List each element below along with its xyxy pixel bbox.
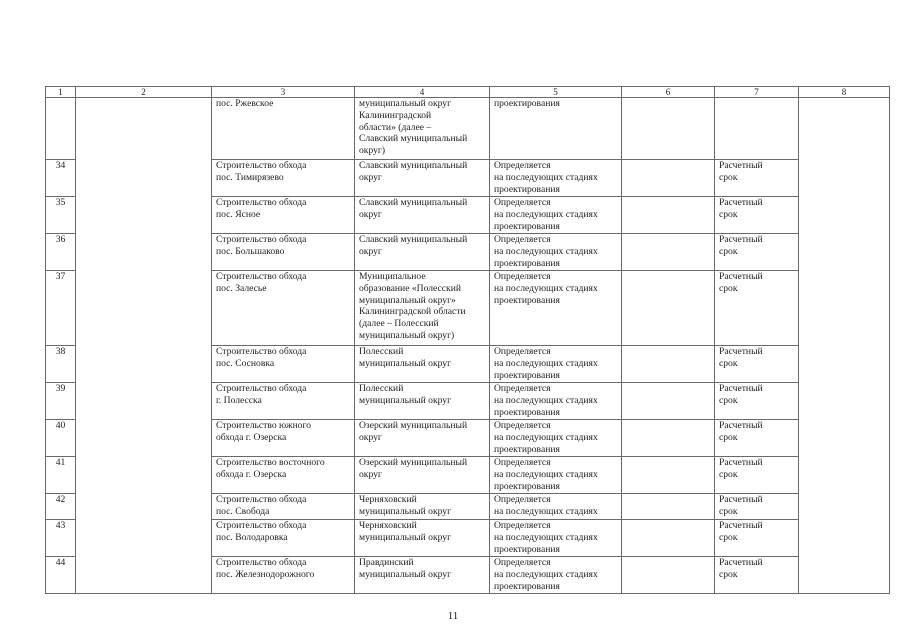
cell-line: Расчетный <box>719 346 763 357</box>
cell-line: Строительство обхода <box>216 346 307 357</box>
cell-line: пос. Свобода <box>216 505 270 517</box>
cell-line: срок <box>719 171 738 183</box>
empty-cell <box>799 420 890 457</box>
cell-line: области» (далее – <box>359 121 432 133</box>
term-cell <box>715 346 799 383</box>
row-number: 42 <box>46 494 76 520</box>
empty-cell <box>76 557 212 594</box>
cell-line: Славский муниципальный <box>359 234 468 245</box>
cell-line: Славский муниципальный <box>359 197 468 208</box>
cell-line: Строительство обхода <box>216 271 307 282</box>
term-cell <box>715 197 799 234</box>
cell-line: Строительство обхода <box>216 557 307 568</box>
cell-line: г. Полесска <box>216 394 262 406</box>
cell-line: Полесский <box>359 383 404 394</box>
cell-line: пос. Большаково <box>216 245 285 257</box>
row-number: 38 <box>46 346 76 383</box>
cell-line: Определяется <box>494 557 551 568</box>
cell-line: Муниципальное <box>359 271 426 282</box>
cell-line: срок <box>719 282 738 294</box>
cost-cell <box>490 160 622 197</box>
cell-line: Определяется <box>494 383 551 394</box>
cell-line: Озерский муниципальный <box>359 420 468 431</box>
empty-cell <box>622 234 715 271</box>
cell-line: Расчетный <box>719 383 763 394</box>
cost-cell <box>490 271 622 346</box>
cost-cell <box>490 197 622 234</box>
cell-line: срок <box>719 468 738 480</box>
cell-line: Строительство обхода <box>216 494 307 505</box>
cell-line: муниципальный округ) <box>359 329 455 341</box>
empty-cell <box>622 346 715 383</box>
term-cell <box>715 234 799 271</box>
row-number: 37 <box>46 271 76 346</box>
cell-line: Определяется <box>494 160 551 171</box>
object-cell <box>212 383 355 420</box>
cost-cell <box>490 346 622 383</box>
cell-line: срок <box>719 394 738 406</box>
cell-line: на последующих стадиях <box>494 245 598 257</box>
column-header: 5 <box>490 87 622 98</box>
object-cell <box>212 557 355 594</box>
cell-line: муниципальный округ» <box>359 294 456 306</box>
table-row <box>46 557 890 594</box>
cell-line: Определяется <box>494 520 551 531</box>
table-row <box>46 271 890 346</box>
cell-line: Озерский муниципальный <box>359 457 468 468</box>
cell-line: проектирования <box>494 580 560 592</box>
table-body <box>46 98 890 594</box>
location-cell <box>355 197 490 234</box>
location-cell <box>355 520 490 557</box>
column-header: 4 <box>355 87 490 98</box>
cell-line: округ <box>359 245 382 257</box>
empty-cell <box>76 383 212 420</box>
empty-cell <box>622 383 715 420</box>
object-cell <box>212 197 355 234</box>
cell-line: Расчетный <box>719 197 763 208</box>
empty-cell <box>799 494 890 520</box>
cell-line: муниципальный округ <box>359 531 452 543</box>
row-number: 41 <box>46 457 76 494</box>
term-cell <box>715 98 799 160</box>
document-table <box>45 86 890 594</box>
cost-cell <box>490 520 622 557</box>
empty-cell <box>622 520 715 557</box>
cell-line: на последующих стадиях <box>494 531 598 543</box>
empty-cell <box>76 520 212 557</box>
empty-cell <box>622 494 715 520</box>
cell-line: муниципальный округ <box>359 98 452 109</box>
empty-cell <box>799 234 890 271</box>
object-cell <box>212 160 355 197</box>
row-number: 44 <box>46 557 76 594</box>
cell-line: Определяется <box>494 271 551 282</box>
column-header: 2 <box>76 87 212 98</box>
object-cell <box>212 494 355 520</box>
cell-line: муниципальный округ <box>359 568 452 580</box>
empty-cell <box>799 98 890 160</box>
cell-line: пос. Ясное <box>216 208 261 220</box>
location-cell <box>355 160 490 197</box>
empty-cell <box>76 234 212 271</box>
empty-cell <box>799 346 890 383</box>
row-number: 40 <box>46 420 76 457</box>
cell-line: Расчетный <box>719 457 763 468</box>
cell-line: Расчетный <box>719 520 763 531</box>
cell-line: срок <box>719 357 738 369</box>
column-header: 3 <box>212 87 355 98</box>
cell-line: проектирования <box>494 183 560 195</box>
cell-line: пос. Залесье <box>216 282 267 294</box>
cell-line: округ <box>359 171 382 183</box>
cell-line: Калининградской <box>359 109 432 121</box>
cell-line: проектирования <box>494 98 560 109</box>
cell-line: Строительство обхода <box>216 520 307 531</box>
table-row <box>46 420 890 457</box>
object-cell <box>212 271 355 346</box>
cell-line: Полесский <box>359 346 404 357</box>
term-cell <box>715 383 799 420</box>
cost-cell <box>490 420 622 457</box>
cell-line: муниципальный округ <box>359 394 452 406</box>
cell-line: пос. Володаровка <box>216 531 288 543</box>
location-cell <box>355 557 490 594</box>
cell-line: Определяется <box>494 197 551 208</box>
table-row <box>46 197 890 234</box>
empty-cell <box>76 160 212 197</box>
cell-line: округ <box>359 468 382 480</box>
cell-line: Определяется <box>494 420 551 431</box>
cell-line: пос. Сосновка <box>216 357 275 369</box>
cell-line: на последующих стадиях <box>494 568 598 580</box>
cell-line: срок <box>719 505 738 517</box>
cell-line: образование «Полесский <box>359 282 461 294</box>
location-cell <box>355 346 490 383</box>
term-cell <box>715 420 799 457</box>
cost-cell <box>490 383 622 420</box>
cell-line: Строительство обхода <box>216 383 307 394</box>
term-cell <box>715 160 799 197</box>
cell-line: Определяется <box>494 494 551 505</box>
object-cell <box>212 420 355 457</box>
empty-cell <box>76 346 212 383</box>
location-cell <box>355 457 490 494</box>
cell-line: Славский муниципальный <box>359 160 468 171</box>
cell-line: Расчетный <box>719 160 763 171</box>
table-row <box>46 98 890 160</box>
cell-line: на последующих стадиях <box>494 431 598 443</box>
term-cell <box>715 494 799 520</box>
empty-cell <box>622 420 715 457</box>
cell-line: пос. Ржевское <box>216 98 274 109</box>
location-cell <box>355 420 490 457</box>
cell-line: Расчетный <box>719 271 763 282</box>
cell-line: срок <box>719 568 738 580</box>
cell-line: обхода г. Озерска <box>216 431 287 443</box>
term-cell <box>715 457 799 494</box>
column-header: 8 <box>799 87 890 98</box>
location-cell <box>355 271 490 346</box>
column-header: 1 <box>46 87 76 98</box>
cost-cell <box>490 457 622 494</box>
cell-line: проектирования <box>494 294 560 306</box>
row-number: 36 <box>46 234 76 271</box>
cost-cell <box>490 494 622 520</box>
cell-line: проектирования <box>494 257 560 269</box>
cell-line: срок <box>719 431 738 443</box>
cell-line: проектирования <box>494 443 560 455</box>
row-number: 39 <box>46 383 76 420</box>
empty-cell <box>799 160 890 197</box>
cell-line: Строительство обхода <box>216 234 307 245</box>
row-number: 43 <box>46 520 76 557</box>
table-row <box>46 234 890 271</box>
cell-line: Славский муниципальный <box>359 133 468 145</box>
empty-cell <box>622 557 715 594</box>
cell-line: проектирования <box>494 369 560 381</box>
cell-line: Определяется <box>494 457 551 468</box>
table-row <box>46 160 890 197</box>
cell-line: проектирования <box>494 480 560 492</box>
object-cell <box>212 346 355 383</box>
cell-line: муниципальный округ <box>359 357 452 369</box>
empty-cell <box>622 160 715 197</box>
term-cell <box>715 271 799 346</box>
empty-cell <box>799 520 890 557</box>
empty-cell <box>76 197 212 234</box>
cell-line: Строительство южного <box>216 420 312 431</box>
cost-cell <box>490 557 622 594</box>
cell-line: Правдинский <box>359 557 414 568</box>
cost-cell <box>490 234 622 271</box>
table-row <box>46 457 890 494</box>
cell-line: Строительство обхода <box>216 160 307 171</box>
empty-cell <box>799 457 890 494</box>
cell-line: Черняховский <box>359 520 417 531</box>
cell-line: Расчетный <box>719 234 763 245</box>
cell-line: Определяется <box>494 234 551 245</box>
cell-line: на последующих стадиях <box>494 208 598 220</box>
empty-cell <box>622 197 715 234</box>
empty-cell <box>76 271 212 346</box>
table-row <box>46 520 890 557</box>
cell-line: Черняховский <box>359 494 417 505</box>
row-number: 34 <box>46 160 76 197</box>
row-number <box>46 98 76 160</box>
empty-cell <box>799 557 890 594</box>
cell-line: муниципальный округ <box>359 505 452 517</box>
table-row <box>46 494 890 520</box>
cell-line: срок <box>719 245 738 257</box>
cell-line: срок <box>719 208 738 220</box>
cell-line: (далее – Полесский <box>359 318 439 330</box>
cell-line: Расчетный <box>719 420 763 431</box>
empty-cell <box>622 271 715 346</box>
cell-line: обхода г. Озерска <box>216 468 287 480</box>
cell-line: на последующих стадиях <box>494 394 598 406</box>
location-cell <box>355 234 490 271</box>
column-header: 7 <box>715 87 799 98</box>
cell-line: округ <box>359 208 382 220</box>
object-cell <box>212 457 355 494</box>
cell-line: проектирования <box>494 406 560 418</box>
cell-line: на последующих стадиях <box>494 282 598 294</box>
cell-line: на последующих стадиях <box>494 505 598 517</box>
cell-line: Определяется <box>494 346 551 357</box>
cell-line: округ) <box>359 145 386 157</box>
cell-line: Калининградской области <box>359 306 466 318</box>
location-cell <box>355 494 490 520</box>
cell-line: срок <box>719 531 738 543</box>
page-number: 11 <box>447 610 459 622</box>
empty-cell <box>622 457 715 494</box>
cell-line: на последующих стадиях <box>494 357 598 369</box>
column-header: 6 <box>622 87 715 98</box>
table-header-row <box>46 87 890 98</box>
cell-line: проектирования <box>494 220 560 232</box>
term-cell <box>715 520 799 557</box>
location-cell <box>355 383 490 420</box>
empty-cell <box>799 197 890 234</box>
empty-cell <box>799 271 890 346</box>
cell-line: Строительство обхода <box>216 197 307 208</box>
cell-line: округ <box>359 431 382 443</box>
empty-cell <box>799 383 890 420</box>
cell-line: пос. Железнодорожного <box>216 568 315 580</box>
row-number: 35 <box>46 197 76 234</box>
term-cell <box>715 557 799 594</box>
empty-cell <box>76 494 212 520</box>
empty-cell <box>622 98 715 160</box>
object-cell <box>212 520 355 557</box>
table-row <box>46 383 890 420</box>
location-cell <box>355 98 490 160</box>
cell-line: Строительство восточного <box>216 457 325 468</box>
cell-line: на последующих стадиях <box>494 468 598 480</box>
object-cell <box>212 98 355 160</box>
cell-line: пос. Тимирязево <box>216 171 284 183</box>
cell-line: Расчетный <box>719 557 763 568</box>
empty-cell <box>76 457 212 494</box>
table-row <box>46 346 890 383</box>
empty-cell <box>76 98 212 160</box>
empty-cell <box>76 420 212 457</box>
cell-line: на последующих стадиях <box>494 171 598 183</box>
object-cell <box>212 234 355 271</box>
cell-line: Расчетный <box>719 494 763 505</box>
cost-cell <box>490 98 622 160</box>
cell-line: проектирования <box>494 543 560 555</box>
